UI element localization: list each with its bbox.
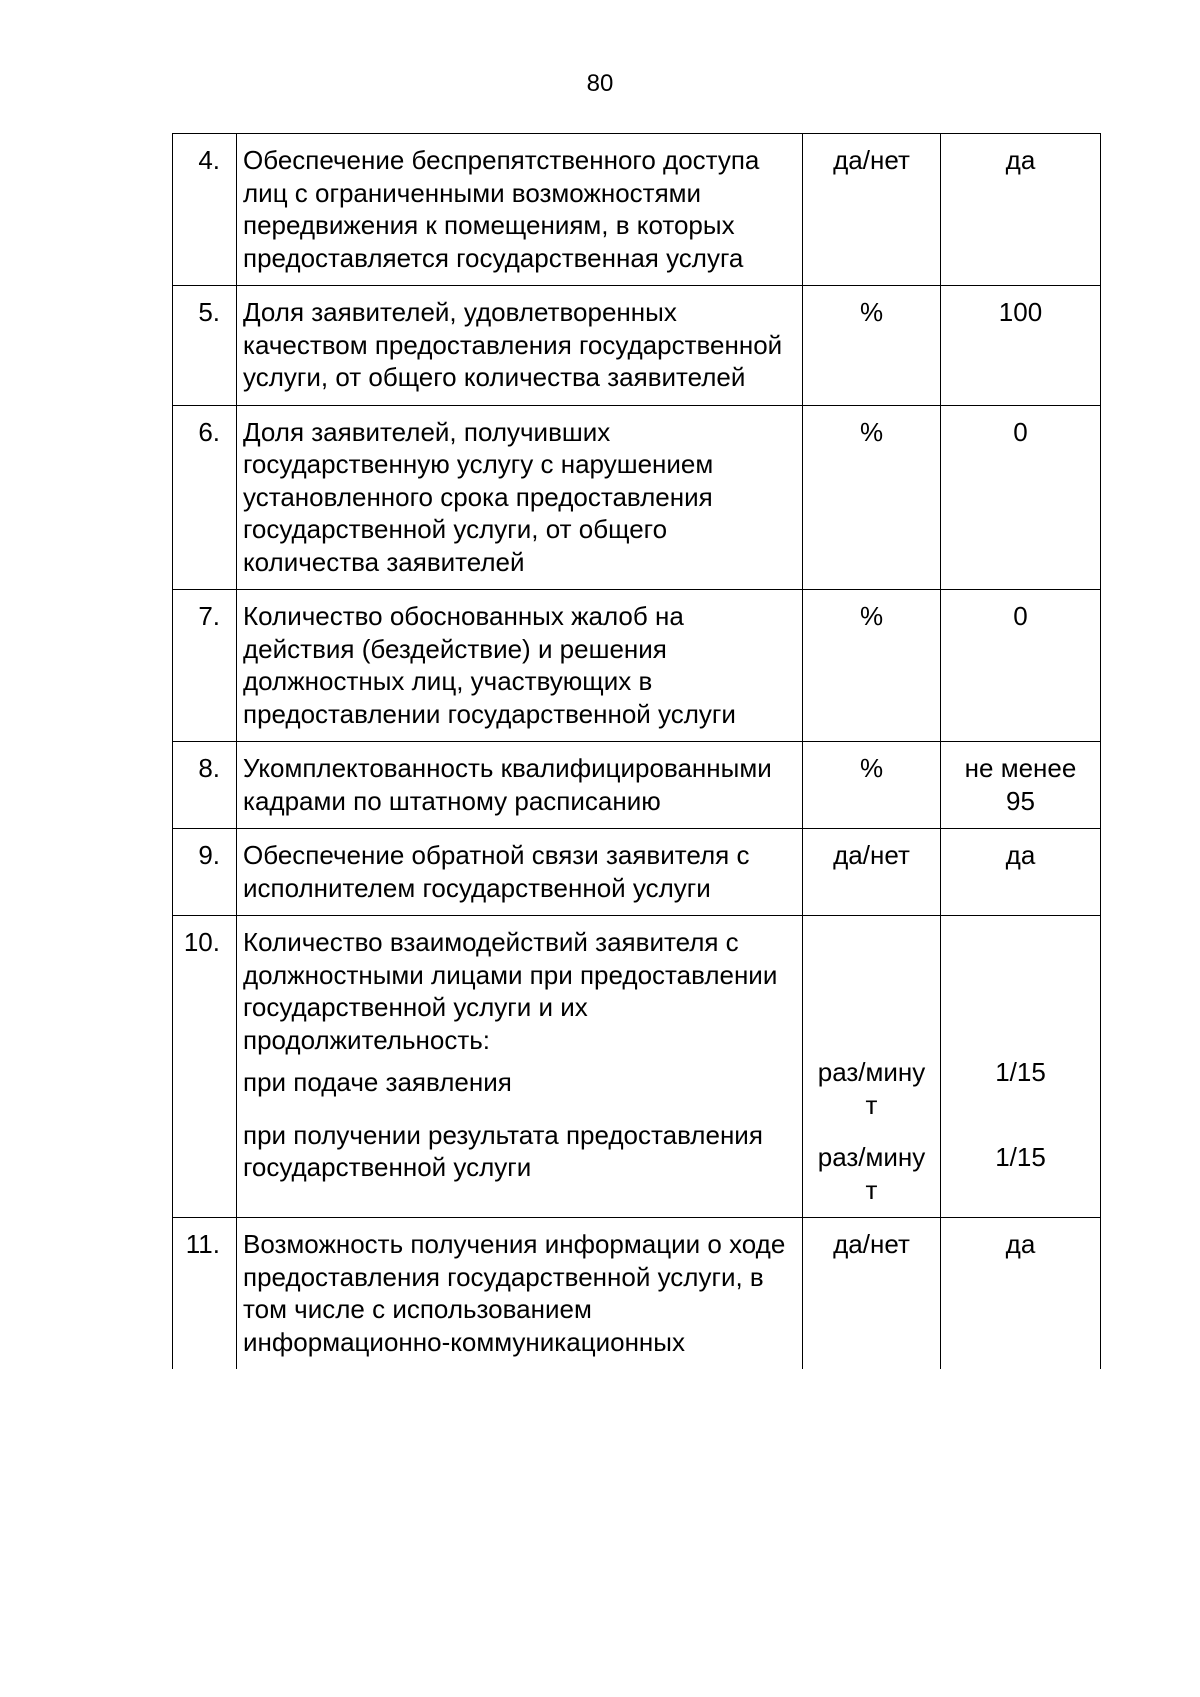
row-description: Укомплектованность квалифицированными кадрами по штатному расписанию [237, 742, 803, 829]
row-number: 8. [173, 742, 237, 829]
row-unit: % [803, 590, 941, 742]
row-unit [803, 916, 941, 1218]
table-row [173, 916, 1101, 1218]
row-unit: да/нет [803, 134, 941, 286]
row-value: 100 [941, 286, 1101, 406]
row-description [237, 916, 803, 1218]
indicators-table [172, 133, 1101, 1369]
row-unit: да/нет [803, 1218, 941, 1370]
row-description: Доля заявителей, удовлетворенных качеством предоставления государственной услуги, от общего количества заявителей [237, 286, 803, 406]
table-row [173, 590, 1101, 742]
row-number: 9. [173, 829, 237, 916]
row-description: Количество обоснованных жалоб на действия (бездействие) и решения должностных лиц, участвующих в предоставлении государственной услуги [237, 590, 803, 742]
row-value: 0 [941, 405, 1101, 590]
row-value: да [941, 1218, 1101, 1370]
table-row [173, 405, 1101, 590]
subrow-value: 1/15 [995, 1141, 1046, 1172]
row-number: 5. [173, 286, 237, 406]
row-value: да [941, 829, 1101, 916]
row-number: 6. [173, 405, 237, 590]
row-description: Обеспечение обратной связи заявителя с исполнителем государственной услуги [237, 829, 803, 916]
subrow-description: при получении результата предоставления государственной услуги [243, 1119, 763, 1182]
row-number: 4. [173, 134, 237, 286]
unit-spacer [809, 926, 934, 1056]
row-number: 11. [173, 1218, 237, 1370]
row-unit: да/нет [803, 829, 941, 916]
value-spacer [947, 926, 1094, 1056]
row-value: да [941, 134, 1101, 286]
row-unit: % [803, 286, 941, 406]
row-description: Обеспечение беспрепятственного доступа лиц с ограниченными возможностями передвижения к помещениям, в которых предоставляется государственная услуга [237, 134, 803, 286]
indicators-table-wrap [172, 133, 1101, 1369]
row-description: Возможность получения информации о ходе предоставления государственной услуги, в том числе с использованием информационно-коммуникационных [237, 1218, 803, 1370]
subrow-description: при подаче заявления [243, 1067, 512, 1097]
subrow-unit: раз/мину т [817, 1142, 926, 1205]
row-description: Доля заявителей, получивших государственную услугу с нарушением установленного срока предоставления государственной услуги, от общего количества заявителей [237, 405, 803, 590]
row-value: не менее 95 [941, 742, 1101, 829]
subrow-value: 1/15 [995, 1057, 1046, 1087]
table-row [173, 829, 1101, 916]
table-row [173, 286, 1101, 406]
subrow-unit: раз/мину т [817, 1057, 926, 1120]
row-number: 10. [173, 916, 237, 1218]
row-description-main: Количество взаимодействий заявителя с должностными лицами при предоставлении государственной услуги и их продолжительность: [243, 927, 778, 1055]
row-value: 0 [941, 590, 1101, 742]
row-unit: % [803, 742, 941, 829]
row-value [941, 916, 1101, 1218]
table-row [173, 1218, 1101, 1370]
row-number: 7. [173, 590, 237, 742]
row-unit: % [803, 405, 941, 590]
page-number: 80 [586, 70, 614, 97]
table-row [173, 742, 1101, 829]
table-row [173, 134, 1101, 286]
